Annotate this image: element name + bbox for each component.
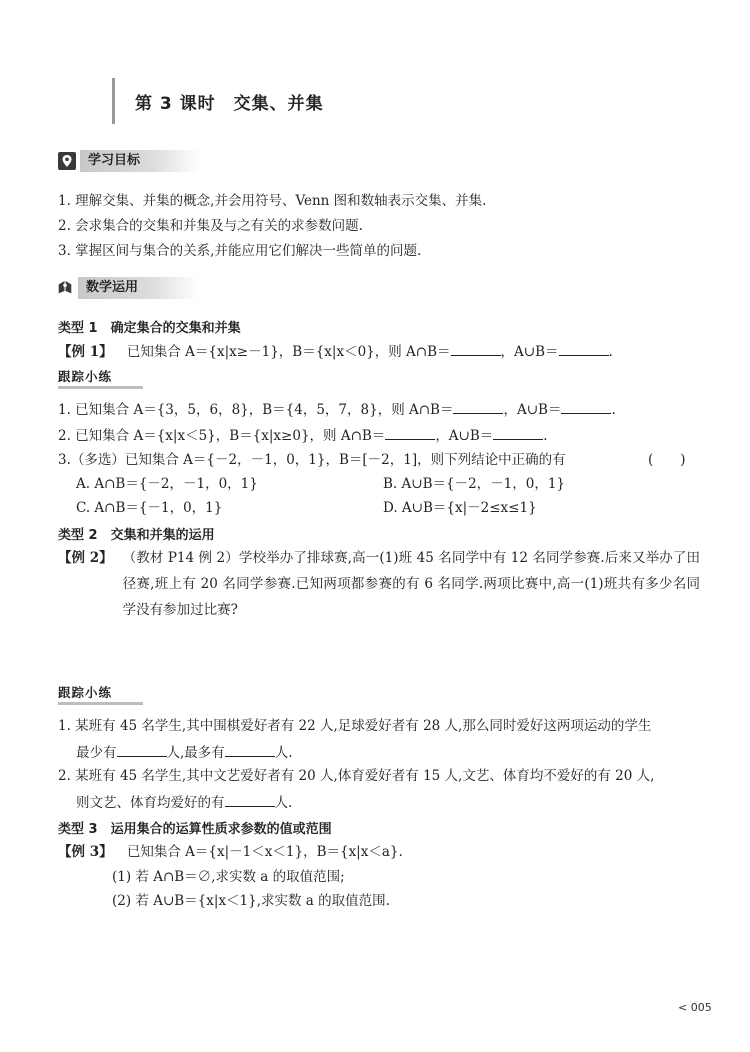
option-b: B. A∪B＝{－2，－1，0，1} <box>383 476 566 492</box>
t1-q2-end: . <box>543 428 548 444</box>
page-number: < 005 <box>678 1001 712 1014</box>
t1-q2-text: 2. 已知集合 A＝{x|x＜5}，B＝{x|x≥0}，则 A∩B＝ <box>58 428 386 444</box>
t1-question-3: 3.（多选）已知集合 A＝{－2，－1，0，1}，B＝[－2，1]，则下列结论中正确的有 <box>58 452 566 468</box>
t2-q2-end: 人. <box>274 795 293 811</box>
answer-blank <box>117 742 167 757</box>
example-2-text: （教材 P14 例 2）学校举办了排球赛,高一(1)班 45 名同学中有 12 名同学参赛.后来又举办了田径赛,班上有 20 名同学参赛.已知两项都参赛的有 6 名同学.两项比赛中,高一(1)班共有多少名同学没有参加过比赛? <box>122 550 700 618</box>
answer-blank <box>451 341 501 356</box>
example-3 <box>58 842 403 862</box>
t1-q1-mid: ，A∪B＝ <box>503 402 562 418</box>
t2-question-2-line2 <box>76 792 292 813</box>
example-3-label: 【例 3】 <box>58 844 113 860</box>
option-c: C. A∩B＝{－1，0，1} <box>76 500 223 516</box>
t1-q1-text: 1. 已知集合 A＝{3，5，6，8}，B＝{4，5，7，8}，则 A∩B＝ <box>58 402 454 418</box>
t1-q2-mid: ，A∪B＝ <box>435 428 494 444</box>
t1-question-3-answer-paren: ( ) <box>648 452 686 468</box>
track-practice-2-label: 跟踪小练 <box>58 683 143 705</box>
t2-question-2: 2. 某班有 45 名学生,其中文艺爱好者有 20 人,体育爱好者有 15 人,文艺、体育均不爱好的有 20 人, <box>58 768 655 784</box>
lesson-title-text: 第 3 课时 交集、并集 <box>135 93 324 114</box>
map-pin-icon <box>58 152 76 170</box>
t2-question-1: 1. 某班有 45 名学生,其中围棋爱好者有 22 人,足球爱好者有 28 人,那么同时爱好这两项运动的学生 <box>58 718 652 734</box>
example-1 <box>58 341 613 362</box>
answer-blank <box>385 425 435 440</box>
type3-heading: 类型 3 运用集合的运算性质求参数的值或范围 <box>58 822 332 837</box>
type2-heading: 类型 2 交集和并集的运用 <box>58 528 215 543</box>
section-objectives-title: 学习目标 <box>80 150 200 172</box>
t2-question-1-line2 <box>76 742 293 763</box>
lesson-title <box>112 78 324 124</box>
t2-q2-label: 则文艺、体育均爱好的有 <box>76 795 225 811</box>
example-3-text: 已知集合 A＝{x|－1＜x＜1}，B＝{x|x＜a}. <box>126 844 403 860</box>
example-3-part-2: (2) 若 A∪B＝{x|x＜1},求实数 a 的取值范围. <box>112 893 390 909</box>
example-1-label: 【例 1】 <box>58 344 113 360</box>
t2-q1-min-label: 最少有 <box>76 745 117 761</box>
answer-blank <box>561 399 611 414</box>
t1-q1-end: . <box>611 402 616 418</box>
example-2 <box>58 545 700 623</box>
t2-q1-max-label: 人,最多有 <box>166 745 225 761</box>
t1-question-2 <box>58 425 548 446</box>
example-1-text: 已知集合 A＝{x|x≥－1}，B＝{x|x＜0}，则 A∩B＝ <box>126 344 451 360</box>
section-application <box>56 277 198 299</box>
answer-blank <box>453 399 503 414</box>
example-1-mid: ，A∪B＝ <box>500 344 559 360</box>
section-objectives <box>58 150 200 172</box>
example-1-end: . <box>608 344 613 360</box>
answer-blank <box>225 792 275 807</box>
answer-blank <box>559 341 609 356</box>
objective-2: 2. 会求集合的交集和并集及与之有关的求参数问题. <box>58 218 363 234</box>
t1-question-1 <box>58 399 616 420</box>
book-icon <box>56 279 74 297</box>
option-d: D. A∪B＝{x|－2≤x≤1} <box>383 500 537 516</box>
option-a: A. A∩B＝{－2，－1，0，1} <box>76 476 258 492</box>
track-practice-1-label: 跟踪小练 <box>58 367 143 389</box>
answer-blank <box>225 742 275 757</box>
example-3-part-1: (1) 若 A∩B＝∅,求实数 a 的取值范围; <box>112 869 345 885</box>
type1-heading: 类型 1 确定集合的交集和并集 <box>58 321 241 336</box>
example-2-label: 【例 2】 <box>58 550 113 566</box>
objective-3: 3. 掌握区间与集合的关系,并能应用它们解决一些简单的问题. <box>58 243 422 259</box>
section-application-title: 数学运用 <box>78 277 198 299</box>
answer-blank <box>493 425 543 440</box>
objective-1: 1. 理解交集、并集的概念,并会用符号、Venn 图和数轴表示交集、并集. <box>58 193 487 209</box>
t2-q1-end: 人. <box>274 745 293 761</box>
